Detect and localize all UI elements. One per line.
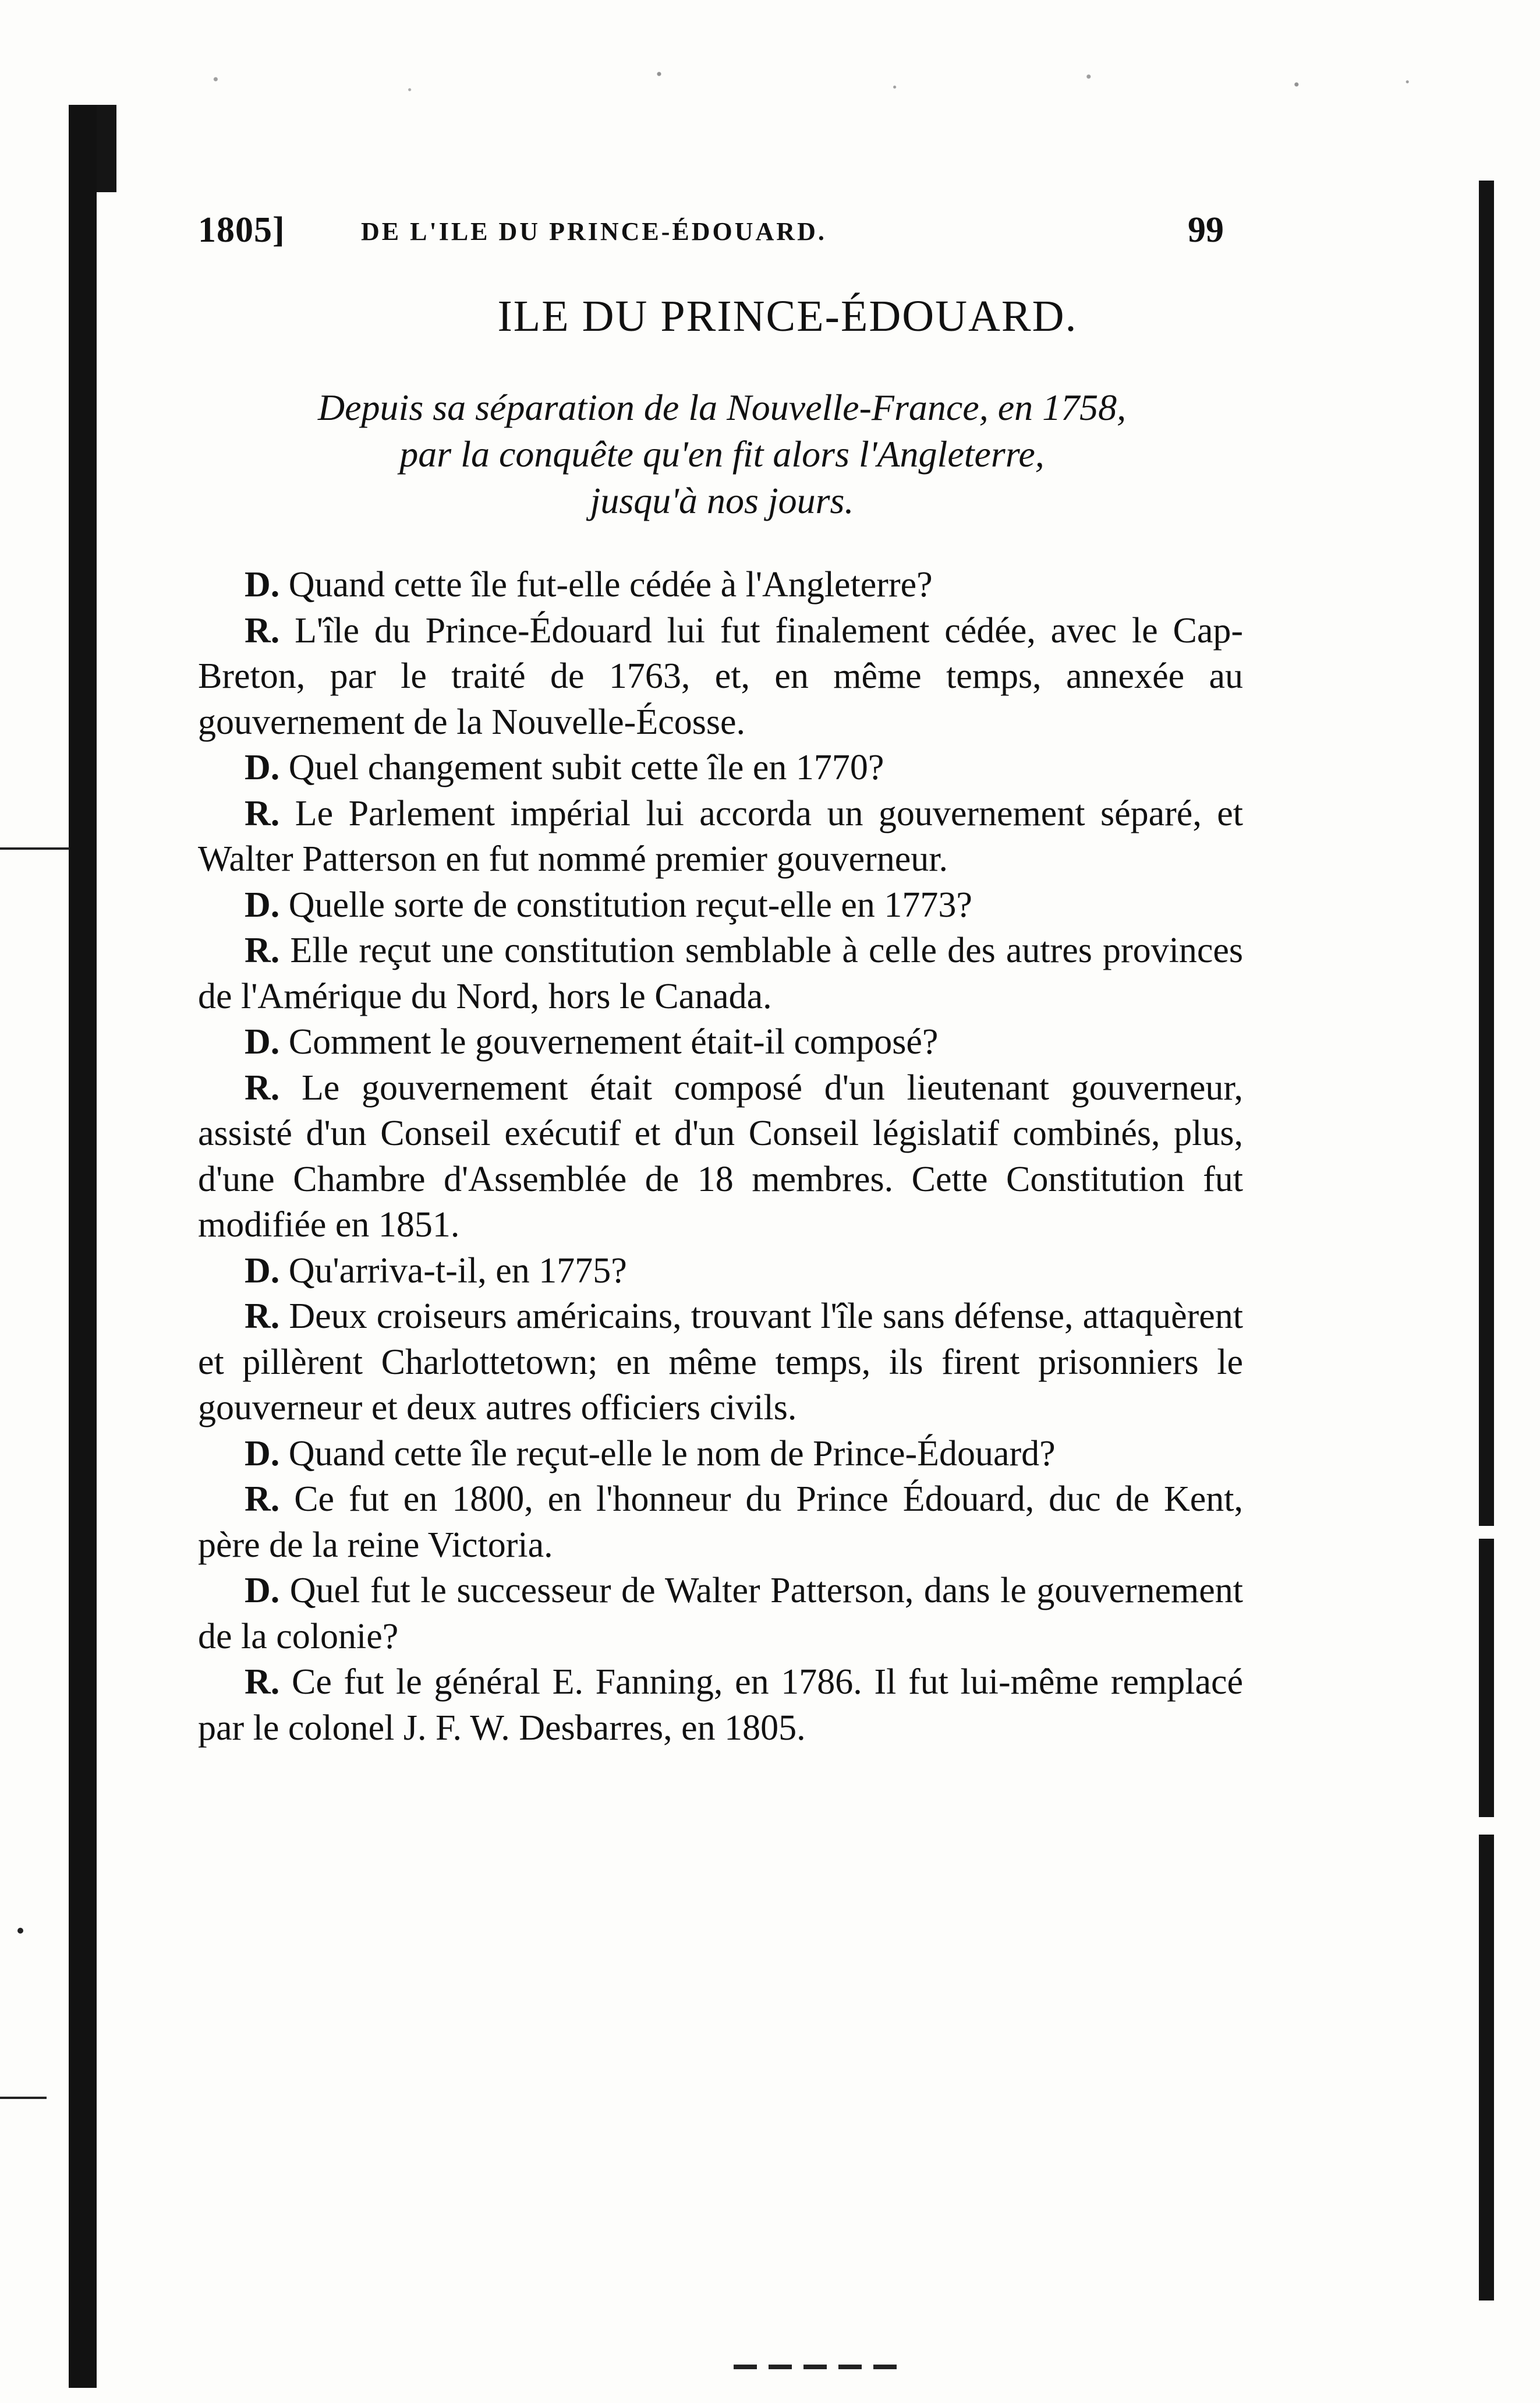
qa-text: Ce fut le général E. Fanning, en 1786. Il fut lui-même remplacé par le colonel J. F. W. Desbarres, en 1805. xyxy=(198,1662,1243,1748)
page-title: ILE DU PRINCE-ÉDOUARD. xyxy=(497,292,1078,341)
qa-tag: R. xyxy=(245,1662,280,1702)
scan-speckle-noise xyxy=(105,58,1491,111)
qa-text: Le gouvernement était composé d'un lieutenant gouverneur, assisté d'un Conseil exécutif et d'un Conseil législatif combinés, plus, d'une Chambre d'Assemblée de 18 membres. Cette Constitution fut modifiée en 1851. xyxy=(198,1068,1243,1245)
qa-answer xyxy=(198,1659,1243,1751)
subtitle-line: Depuis sa séparation de la Nouvelle-France, en 1758, xyxy=(317,387,1127,428)
qa-question xyxy=(198,1248,1243,1294)
qa-answer xyxy=(198,928,1243,1019)
running-header-year: 1805] xyxy=(198,210,285,250)
qa-text: Quand cette île fut-elle cédée à l'Angleterre? xyxy=(288,565,933,605)
running-header xyxy=(198,210,1362,256)
qa-tag: R. xyxy=(245,931,280,970)
qa-answer xyxy=(198,608,1243,745)
qa-answer xyxy=(198,791,1243,882)
scan-edge-shadow-right xyxy=(1479,181,1494,2300)
subtitle xyxy=(198,384,1246,524)
qa-text: Le Parlement impérial lui accorda un gouvernement séparé, et Walter Patterson en fut nommé premier gouverneur. xyxy=(198,793,1243,879)
qa-text: L'île du Prince-Édouard lui fut finalement cédée, avec le Cap-Breton, par le traité de 1763, et, en même temps, annexée au gouvernement de la Nouvelle-Écosse. xyxy=(198,610,1243,742)
qa-question xyxy=(198,1019,1243,1065)
qa-text: Deux croiseurs américains, trouvant l'île sans défense, attaquèrent et pillèrent Charlottetown; en même temps, ils firent prisonniers le gouverneur et deux autres officiers civils. xyxy=(198,1296,1243,1427)
qa-question xyxy=(198,882,1243,928)
qa-text: Quel changement subit cette île en 1770? xyxy=(288,748,884,787)
qa-text: Quel fut le successeur de Walter Patterson, dans le gouvernement de la colonie? xyxy=(198,1571,1243,1656)
subtitle-line: jusqu'à nos jours. xyxy=(590,480,854,521)
qa-tag: R. xyxy=(245,1296,280,1336)
qa-tag: D. xyxy=(245,1433,280,1473)
scan-edge-gap xyxy=(1477,1526,1496,1539)
scan-edge-shadow-left xyxy=(69,105,97,2388)
qa-body xyxy=(198,562,1243,1751)
qa-tag: R. xyxy=(245,610,280,651)
qa-tag: D. xyxy=(245,565,280,605)
qa-tag: R. xyxy=(245,1068,280,1108)
subtitle-line: par la conquête qu'en fit alors l'Angleterre, xyxy=(399,433,1045,475)
qa-text: Qu'arriva-t-il, en 1775? xyxy=(288,1250,627,1291)
qa-text: Ce fut en 1800, en l'honneur du Prince Édouard, duc de Kent, père de la reine Victoria. xyxy=(198,1479,1244,1565)
page-number: 99 xyxy=(1188,210,1224,250)
scan-mark-bottom xyxy=(734,2365,908,2369)
qa-text: Quelle sorte de constitution reçut-elle en 1773? xyxy=(288,885,972,925)
qa-tag: D. xyxy=(245,885,280,925)
qa-question xyxy=(198,562,1243,608)
qa-tag: D. xyxy=(245,1571,280,1610)
qa-question xyxy=(198,1568,1243,1659)
qa-tag: R. xyxy=(245,793,280,833)
scan-edge-shadow-left-top xyxy=(97,105,116,192)
qa-answer xyxy=(198,1065,1243,1248)
qa-answer xyxy=(198,1476,1243,1568)
qa-tag: D. xyxy=(245,1022,280,1062)
running-header-title: DE L'ILE DU PRINCE-ÉDOUARD. xyxy=(361,217,827,246)
qa-question xyxy=(198,1431,1243,1477)
qa-text: Quand cette île reçut-elle le nom de Prince-Édouard? xyxy=(288,1433,1056,1473)
qa-answer xyxy=(198,1294,1243,1431)
qa-text: Elle reçut une constitution semblable à celle des autres provinces de l'Amérique du Nord, hors le Canada. xyxy=(198,931,1243,1016)
scan-edge-gap xyxy=(1477,1817,1496,1835)
qa-tag: R. xyxy=(245,1479,280,1519)
qa-text: Comment le gouvernement était-il composé? xyxy=(288,1022,939,1062)
scan-dot xyxy=(17,1928,23,1934)
qa-tag: D. xyxy=(245,748,280,787)
scan-mark xyxy=(0,2097,47,2099)
scan-mark xyxy=(0,847,70,850)
qa-question xyxy=(198,745,1243,791)
qa-tag: D. xyxy=(245,1250,280,1291)
